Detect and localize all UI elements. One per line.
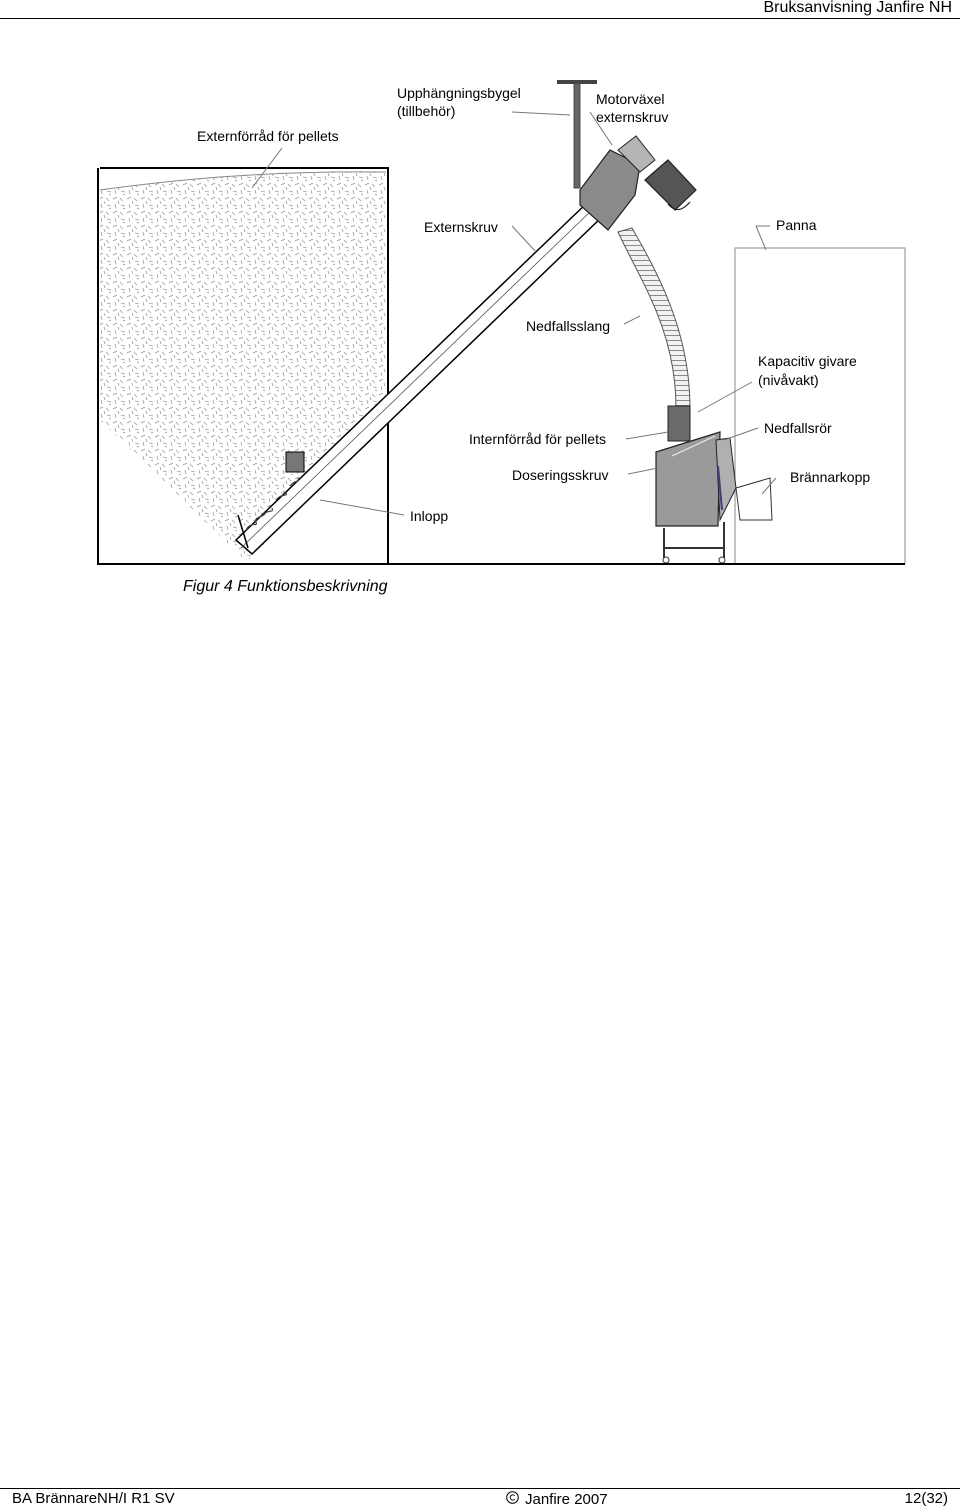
label-suspension-bracket-2: (tillbehör)	[397, 103, 456, 119]
label-drop-tube: Nedfallsrör	[764, 420, 832, 436]
label-motor-gearbox-2: externskruv	[596, 109, 669, 125]
label-internal-storage: Internförråd för pellets	[469, 431, 606, 447]
figure-caption: Figur 4 Funktionsbeskrivning	[183, 578, 388, 595]
label-boiler: Panna	[776, 217, 817, 233]
label-external-screw: Externskruv	[424, 219, 498, 235]
function-diagram	[0, 0, 960, 600]
header-title: Bruksanvisning Janfire NH	[763, 0, 952, 16]
label-capacitive-sensor-1: Kapacitiv givare	[758, 353, 857, 369]
footer-copyright-text: Janfire 2007	[525, 1491, 608, 1508]
suspension-bracket	[557, 80, 597, 188]
footer-page-number: 12(32)	[904, 1490, 948, 1507]
label-drop-hose: Nedfallsslang	[526, 318, 611, 334]
motor-gearbox	[580, 136, 696, 230]
label-motor-gearbox-1: Motorväxel	[596, 91, 665, 107]
label-capacitive-sensor-2: (nivåvakt)	[758, 372, 819, 388]
footer-doc-id: BA BrännareNH/I R1 SV	[12, 1490, 175, 1507]
label-inlet: Inlopp	[410, 508, 449, 524]
label-burner-cup: Brännarkopp	[790, 469, 871, 485]
label-external-storage: Externförråd för pellets	[197, 128, 339, 144]
footer-copyright	[506, 1491, 608, 1508]
copyright-icon	[506, 1491, 519, 1504]
label-dosing-screw: Doseringsskruv	[512, 467, 609, 483]
footer-rule	[0, 1488, 960, 1489]
drop-hose	[618, 228, 690, 408]
label-suspension-bracket-1: Upphängningsbygel	[397, 85, 521, 101]
